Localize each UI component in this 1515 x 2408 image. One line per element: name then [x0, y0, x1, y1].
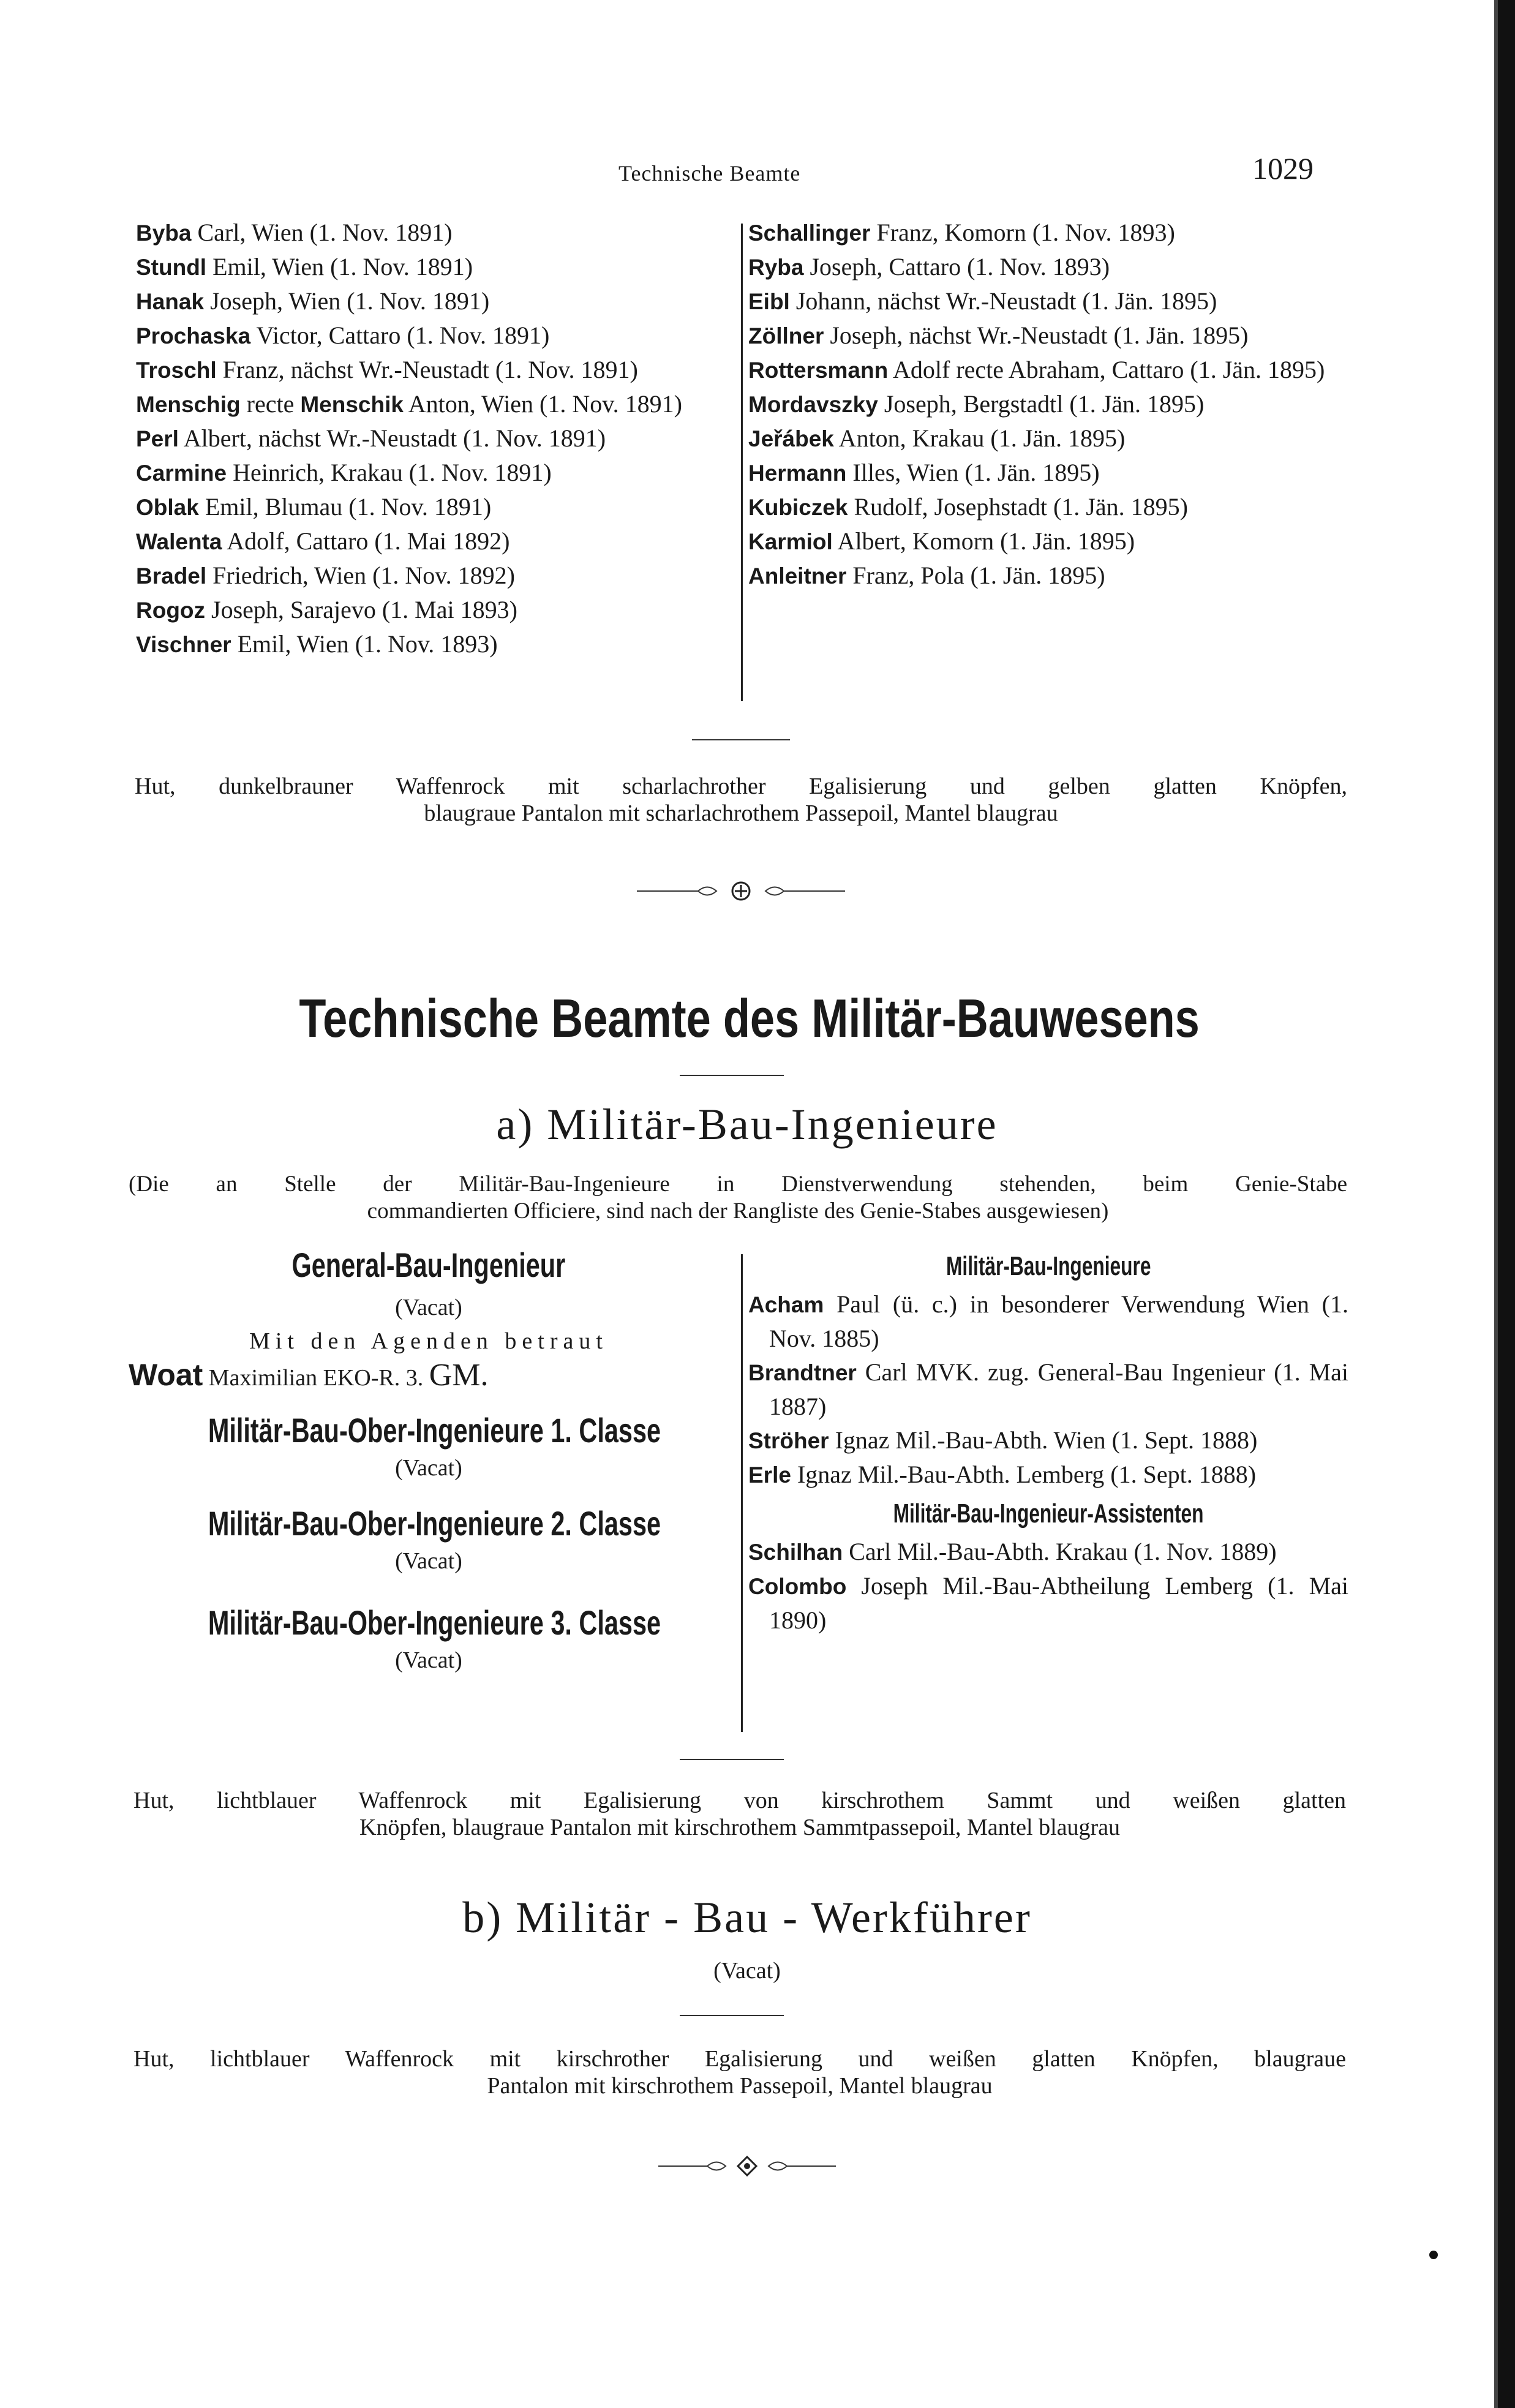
page-edge — [1498, 0, 1515, 2408]
list-item — [748, 216, 1348, 250]
entry-details: Franz, Komorn (1. Nov. 1893) — [870, 219, 1175, 246]
entry-details: Friedrich, Wien (1. Nov. 1892) — [206, 562, 516, 589]
entry-details: Carl MVK. zug. General-Bau Ingenieur (1. Mai 1887) — [769, 1358, 1348, 1420]
person-surname: Erle — [748, 1462, 791, 1488]
agenden-line: Mit den Agenden betraut — [249, 1328, 608, 1354]
list-item — [748, 1535, 1348, 1569]
entry-details: Emil, Wien (1. Nov. 1891) — [206, 253, 473, 280]
list-item — [748, 421, 1348, 456]
person-surname: Karmiol — [748, 529, 833, 554]
entry-details: Paul (ü. c.) in besonderer Verwendung Wien (1. Nov. 1885) — [769, 1290, 1348, 1352]
uniform-description-3 — [133, 2045, 1346, 2099]
top-right-column — [748, 216, 1348, 593]
person-surname: Colombo — [748, 1574, 847, 1599]
list-item — [136, 490, 724, 524]
uniform-3-line-2: Pantalon mit kirschrothem Passepoil, Mantel blaugrau — [487, 2073, 993, 2099]
person-surname: Ryba — [748, 255, 804, 280]
person-surname: Rogoz — [136, 598, 206, 623]
ober-3-vacat: (Vacat) — [395, 1647, 462, 1673]
list-item — [136, 216, 724, 250]
person-surname: Perl — [136, 426, 179, 451]
woat-entry — [129, 1358, 729, 1407]
page-number: 1029 — [1252, 151, 1314, 186]
uniform-1-line-2: blaugraue Pantalon mit scharlachrothem Passepoil, Mantel blaugrau — [424, 800, 1058, 826]
list-item — [136, 250, 724, 284]
person-surname: Hermann — [748, 461, 847, 486]
ink-speck — [1429, 2251, 1438, 2259]
list-item — [748, 353, 1348, 387]
list-item — [136, 353, 724, 387]
uniform-2-line-2: Knöpfen, blaugraue Pantalon mit kirschrothem Sammtpassepoil, Mantel blaugrau — [359, 1815, 1121, 1840]
entry-details: Joseph, Sarajevo (1. Mai 1893) — [205, 596, 517, 623]
entry-details: Joseph, Cattaro (1. Nov. 1893) — [803, 253, 1110, 280]
entry-details: Illes, Wien (1. Jän. 1895) — [846, 459, 1100, 486]
list-item — [748, 318, 1348, 353]
person-surname: Schilhan — [748, 1540, 843, 1565]
person-surname: Mordavszky — [748, 392, 878, 417]
person-surname: Eibl — [748, 289, 790, 314]
list-item — [748, 1355, 1348, 1423]
list-item — [748, 387, 1348, 421]
top-left-column — [136, 216, 724, 661]
list-item — [136, 593, 724, 627]
entry-details: recte — [240, 390, 301, 418]
uniform-1-line-1: Hut, dunkelbrauner Waffenrock mit scharlachrother Egalisierung und gelben glatten Knöpfen, — [135, 773, 1347, 799]
person-surname: Ströher — [748, 1428, 829, 1453]
woat-gm: GM. — [429, 1358, 489, 1393]
person-surname: Rottersmann — [748, 358, 889, 383]
person-surname: Jeřábek — [748, 426, 834, 451]
rule-4 — [680, 2015, 784, 2016]
running-head: Technische Beamte — [618, 161, 801, 186]
ingenieure-list — [748, 1287, 1348, 1492]
list-item — [136, 284, 724, 318]
person-surname: Bradel — [136, 563, 207, 589]
person-surname: Anleitner — [748, 563, 847, 589]
list-item — [748, 250, 1348, 284]
person-surname: Kubiczek — [748, 495, 848, 520]
entry-details: Ignaz Mil.-Bau-Abth. Wien (1. Sept. 1888) — [829, 1426, 1258, 1454]
entry-details: Emil, Wien (1. Nov. 1893) — [231, 630, 498, 658]
general-head: General-Bau-Ingenieur — [291, 1246, 566, 1284]
assistenten-list — [748, 1535, 1348, 1637]
list-item — [136, 456, 724, 490]
entry-details: Anton, Krakau (1. Jän. 1895) — [833, 424, 1126, 452]
ornament-end-icon — [658, 2151, 836, 2181]
list-item — [748, 559, 1348, 593]
person-surname: Prochaska — [136, 323, 251, 348]
woat-text: Maximilian EKO-R. 3. — [203, 1365, 429, 1391]
person-surname: Menschig — [136, 392, 241, 417]
note-a — [129, 1171, 1347, 1225]
entry-details: Albert, Komorn (1. Jän. 1895) — [832, 527, 1135, 555]
person-surname: Brandtner — [748, 1360, 857, 1385]
assistenten-head: Militär-Bau-Ingenieur-Assistenten — [893, 1499, 1204, 1529]
person-surname: Carmine — [136, 461, 227, 486]
person-surname: Schallinger — [748, 220, 871, 246]
person-surname: Oblak — [136, 495, 199, 520]
ranks-left-column — [129, 1248, 729, 1677]
entry-details: Ignaz Mil.-Bau-Abth. Lemberg (1. Sept. 1888) — [791, 1461, 1257, 1488]
list-item — [136, 387, 724, 421]
person-surname-alt: Menschik — [300, 392, 404, 417]
entry-details: Rudolf, Josephstadt (1. Jän. 1895) — [848, 493, 1188, 521]
entry-details: Joseph, Bergstadtl (1. Jän. 1895) — [878, 390, 1205, 418]
entry-details: Victor, Cattaro (1. Nov. 1891) — [250, 322, 550, 349]
column-divider-top — [741, 224, 743, 701]
person-surname: Stundl — [136, 255, 207, 280]
person-surname: Troschl — [136, 358, 217, 383]
entry-details: Emil, Blumau (1. Nov. 1891) — [198, 493, 492, 521]
subsection-b-title: b) Militär - Bau - Werkführer — [462, 1893, 1032, 1942]
ober-3-head: Militär-Bau-Ober-Ingenieure 3. Classe — [208, 1603, 661, 1642]
entry-details: Joseph, nächst Wr.-Neustadt (1. Jän. 1895) — [824, 322, 1249, 349]
entry-details: Franz, nächst Wr.-Neustadt (1. Nov. 1891) — [216, 356, 638, 383]
general-vacat: (Vacat) — [395, 1295, 462, 1320]
entry-details: Adolf, Cattaro (1. Mai 1892) — [222, 527, 510, 555]
list-item — [748, 284, 1348, 318]
list-item — [748, 490, 1348, 524]
entry-details-alt: Anton, Wien (1. Nov. 1891) — [403, 390, 682, 418]
list-item — [136, 559, 724, 593]
uniform-description-1 — [135, 773, 1347, 827]
entry-details: Johann, nächst Wr.-Neustadt (1. Jän. 1895) — [789, 287, 1217, 315]
ranks-right-column — [748, 1249, 1348, 1637]
person-surname: Zöllner — [748, 323, 824, 348]
section-title: Technische Beamte des Militär-Bauwesens — [299, 988, 1200, 1048]
entry-details: Joseph, Wien (1. Nov. 1891) — [204, 287, 490, 315]
ober-1-vacat: (Vacat) — [395, 1455, 462, 1481]
person-surname: Hanak — [136, 289, 205, 314]
note-a-line-2: commandierten Officiere, sind nach der Rangliste des Genie-Stabes ausgewiesen) — [367, 1198, 1109, 1224]
rule-3 — [680, 1759, 784, 1760]
rule-1 — [692, 739, 790, 740]
ornament-divider-icon — [637, 876, 845, 906]
note-a-line-1: (Die an Stelle der Militär-Bau-Ingenieure in Dienstverwendung stehenden, beim Genie-Stabe — [129, 1172, 1347, 1197]
woat-name: Woat — [129, 1358, 203, 1392]
list-item — [748, 456, 1348, 490]
list-item — [748, 1423, 1348, 1458]
list-item — [136, 318, 724, 353]
subsection-a-title: a) Militär-Bau-Ingenieure — [496, 1100, 998, 1149]
entry-details: Carl Mil.-Bau-Abth. Krakau (1. Nov. 1889) — [843, 1538, 1277, 1565]
uniform-description-2 — [133, 1787, 1346, 1841]
entry-details: Heinrich, Krakau (1. Nov. 1891) — [227, 459, 552, 486]
person-surname: Vischner — [136, 632, 231, 657]
list-item — [748, 1458, 1348, 1492]
list-item — [136, 524, 724, 559]
list-item — [748, 1287, 1348, 1355]
ober-2-vacat: (Vacat) — [395, 1548, 462, 1574]
column-divider-bottom — [741, 1254, 743, 1732]
entry-details: Carl, Wien (1. Nov. 1891) — [191, 219, 453, 246]
entry-details: Albert, nächst Wr.-Neustadt (1. Nov. 1891) — [178, 424, 606, 452]
ingenieure-head: Militär-Bau-Ingenieure — [945, 1251, 1151, 1281]
rule-2 — [680, 1075, 784, 1076]
list-item — [748, 1569, 1348, 1637]
ober-1-head: Militär-Bau-Ober-Ingenieure 1. Classe — [208, 1411, 661, 1450]
subsection-b-vacat: (Vacat) — [713, 1958, 781, 1984]
uniform-3-line-1: Hut, lichtblauer Waffenrock mit kirschrother Egalisierung und weißen glatten Knöpfen, blaugraue — [133, 2046, 1346, 2072]
list-item — [136, 421, 724, 456]
entry-details: Joseph Mil.-Bau-Abtheilung Lemberg (1. Mai 1890) — [769, 1572, 1348, 1634]
ober-2-head: Militär-Bau-Ober-Ingenieure 2. Classe — [208, 1504, 661, 1543]
uniform-2-line-1: Hut, lichtblauer Waffenrock mit Egalisierung von kirschrothem Sammt und weißen glatten — [133, 1788, 1346, 1813]
person-surname: Acham — [748, 1292, 824, 1317]
entry-details: Adolf recte Abraham, Cattaro (1. Jän. 1895) — [888, 356, 1325, 383]
person-surname: Byba — [136, 220, 192, 246]
entry-details: Franz, Pola (1. Jän. 1895) — [846, 562, 1105, 589]
list-item — [748, 524, 1348, 559]
list-item — [136, 627, 724, 661]
person-surname: Walenta — [136, 529, 222, 554]
